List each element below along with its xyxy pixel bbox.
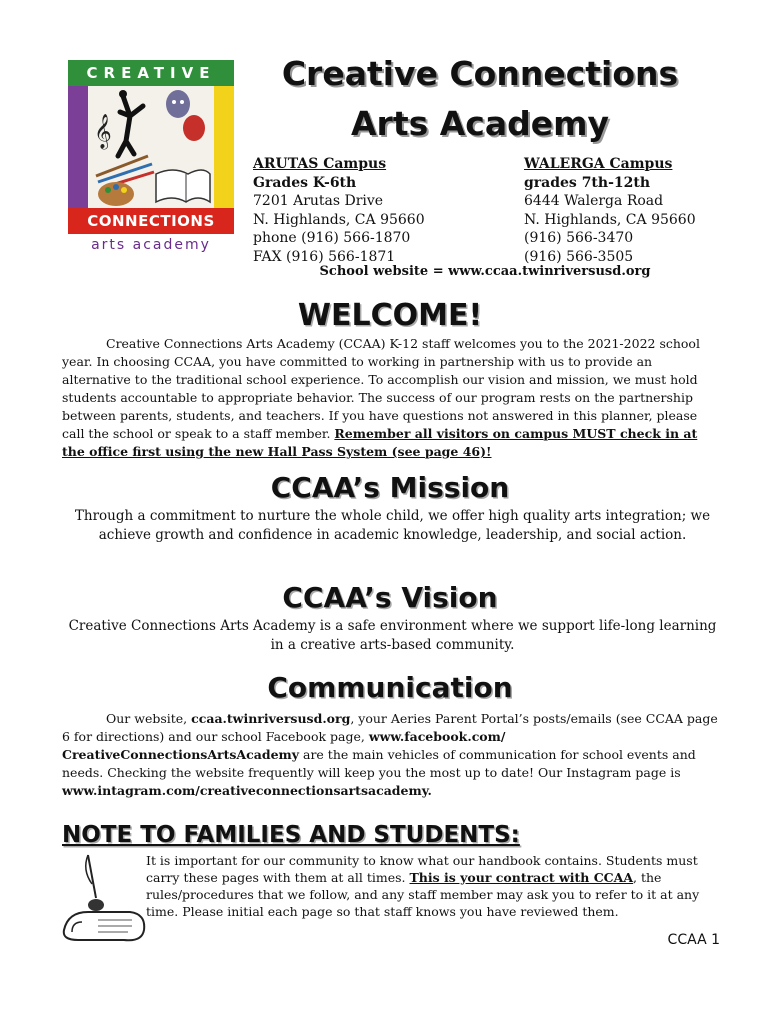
welcome-body: Creative Connections Arts Academy (CCAA) K-12 staff welcomes you to the 2021-2022 school year. In choosing CCAA, you have committed to working in partnership with us to provide an alternative to the traditional school experience. To accomplish our vision and mission, we must hold students accountable to appropriate behavior. The success of our program rests on the partnership between parents, students, and teachers. If you have questions not answered in this planner, please call the school or speak to a staff member. bbox=[62, 336, 700, 441]
instagram-link[interactable]: www.intagram.com/creativeconnectionsartsacademy. bbox=[62, 783, 432, 798]
campus-address1: 6444 Walerga Road bbox=[524, 193, 664, 209]
page-number: CCAA 1 bbox=[667, 932, 720, 948]
campus-grades: Grades K-6th bbox=[253, 174, 357, 191]
campus-address1: 7201 Arutas Drive bbox=[253, 193, 384, 209]
comm-part3: are the main vehicles of communication for school events and needs. Checking the website frequently will keep you the most up to date! Our Instagram page is bbox=[62, 747, 696, 780]
page-title-line1: Creative Connections bbox=[281, 54, 679, 93]
school-website: School website = www.ccaa.twinriversusd.org bbox=[319, 264, 651, 279]
arutas-campus-info bbox=[253, 155, 503, 266]
note-emphasis: This is your contract with CCAA bbox=[409, 870, 634, 885]
note-part2: , the rules/procedures that we follow, and any staff member may ask you to refer to it at any time. Please initial each page so that staff knows you have reviewed them. bbox=[146, 870, 700, 919]
comm-part1: Our website, bbox=[106, 711, 192, 726]
mission-heading: CCAA’s Mission bbox=[270, 471, 510, 504]
campus-phone: (916) 566-3470 bbox=[524, 230, 634, 246]
campus-name: ARUTAS Campus bbox=[253, 156, 387, 172]
logo-middle-text: CONNECTIONS bbox=[68, 208, 234, 234]
music-note-icon: 𝄞 bbox=[94, 114, 112, 149]
campus-fax: (916) 566-3505 bbox=[524, 248, 634, 265]
note-paragraph bbox=[62, 852, 722, 920]
communication-heading: Communication bbox=[267, 671, 513, 704]
logo-bottom-text: arts academy bbox=[91, 237, 211, 253]
welcome-heading: WELCOME! bbox=[297, 298, 483, 333]
vision-paragraph: Creative Connections Arts Academy is a safe environment where we support life-long learning in a creative arts-based community. bbox=[68, 618, 717, 653]
note-part1: It is important for our community to know what our handbook contains. Students must carry these pages with them at all times. bbox=[146, 853, 698, 885]
comm-part2: , your Aeries Parent Portal’s posts/emails (see CCAA page 6 for directions) and our school Facebook page, bbox=[62, 711, 718, 744]
campus-fax: FAX (916) 566-1871 bbox=[253, 248, 396, 265]
facebook-link[interactable]: www.facebook.com/ CreativeConnectionsArtsAcademy bbox=[62, 729, 506, 762]
walerga-campus-info bbox=[524, 155, 754, 266]
website-link[interactable]: ccaa.twinriversusd.org bbox=[191, 711, 351, 726]
communication-paragraph bbox=[62, 710, 722, 800]
campus-grades: grades 7th-12th bbox=[524, 174, 651, 191]
welcome-emphasis: Remember all visitors on campus MUST check in at the office first using the new Hall Pass System (see page 46)! bbox=[62, 426, 698, 459]
logo-top-text: CREATIVE bbox=[68, 60, 234, 86]
vision-heading: CCAA’s Vision bbox=[282, 581, 498, 614]
campus-address2: N. Highlands, CA 95660 bbox=[253, 211, 425, 228]
campus-phone: phone (916) 566-1870 bbox=[253, 230, 411, 246]
campus-address2: N. Highlands, CA 95660 bbox=[524, 211, 696, 228]
mission-paragraph: Through a commitment to nurture the whole child, we offer high quality arts integration; we achieve growth and confidence in academic knowledge, leadership, and social action. bbox=[74, 508, 711, 543]
school-logo bbox=[68, 60, 234, 256]
campus-name: WALERGA Campus bbox=[524, 156, 673, 172]
logo-artwork bbox=[68, 86, 234, 208]
page-title-line2: Arts Academy bbox=[351, 104, 609, 143]
welcome-paragraph bbox=[62, 335, 717, 461]
note-heading: NOTE TO FAMILIES AND STUDENTS: bbox=[62, 822, 520, 848]
